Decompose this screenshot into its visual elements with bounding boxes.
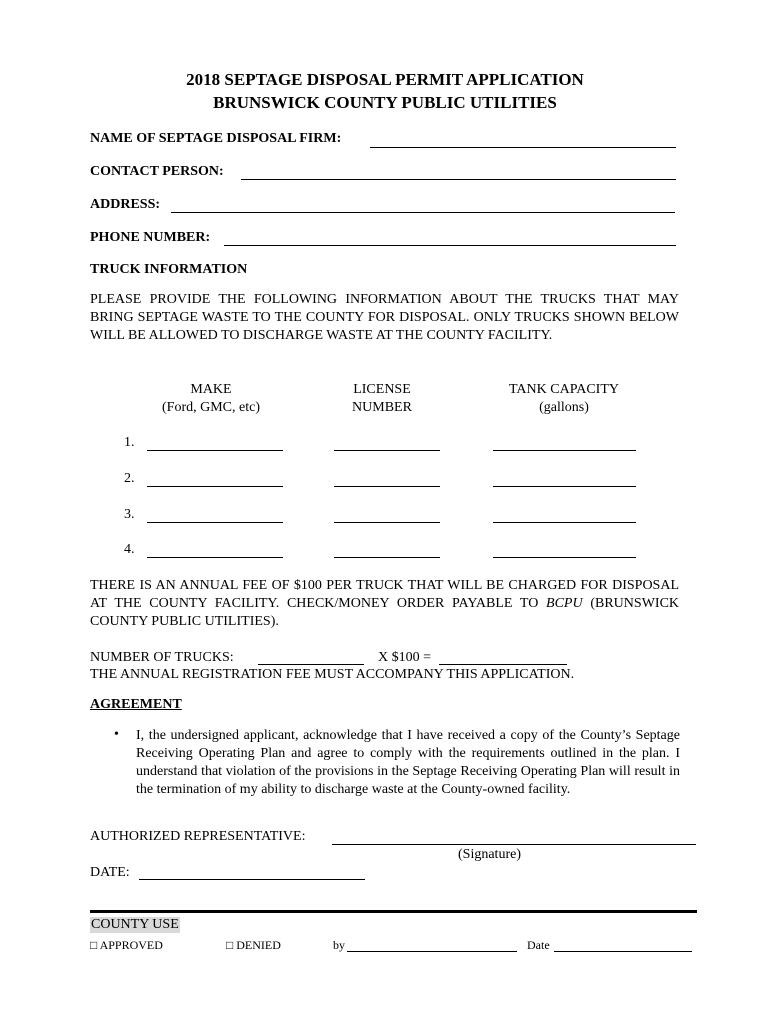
firm-name-field[interactable] <box>370 147 676 148</box>
section-divider <box>90 910 697 913</box>
payee-name: BCPU <box>546 596 583 611</box>
contact-person-field[interactable] <box>241 179 676 180</box>
approver-field[interactable] <box>347 951 517 952</box>
denied-checkbox[interactable]: □ DENIED <box>226 938 281 952</box>
contact-person-label: CONTACT PERSON: <box>90 164 224 179</box>
date-label: DATE: <box>90 865 130 880</box>
truck-make-field[interactable] <box>147 522 283 523</box>
number-of-trucks-field[interactable] <box>258 664 364 665</box>
agreement-bullet: • <box>114 727 119 742</box>
phone-number-field[interactable] <box>224 245 676 246</box>
column-header-make: MAKE (Ford, GMC, etc) <box>162 382 260 415</box>
approved-checkbox[interactable]: □ APPROVED <box>90 938 163 952</box>
form-title-line1: 2018 SEPTAGE DISPOSAL PERMIT APPLICATION <box>186 70 584 89</box>
truck-make-field[interactable] <box>147 486 283 487</box>
phone-number-label: PHONE NUMBER: <box>90 230 211 245</box>
truck-row-number: 3. <box>124 507 135 522</box>
county-date-label: Date <box>527 938 550 952</box>
county-date-field[interactable] <box>554 951 692 952</box>
address-field[interactable] <box>171 212 675 213</box>
fee-total-field[interactable] <box>439 664 567 665</box>
fee-multiplier: X $100 = <box>378 650 432 665</box>
address-label: ADDRESS: <box>90 197 161 212</box>
fee-must-accompany: THE ANNUAL REGISTRATION FEE MUST ACCOMPANY THIS APPLICATION. <box>90 667 575 682</box>
truck-row-number: 4. <box>124 542 135 557</box>
authorized-rep-label: AUTHORIZED REPRESENTATIVE: <box>90 829 306 844</box>
truck-capacity-field[interactable] <box>493 450 636 451</box>
truck-make-field[interactable] <box>147 450 283 451</box>
truck-info-instructions: PLEASE PROVIDE THE FOLLOWING INFORMATION ABOUT THE TRUCKS THAT MAY BRING SEPTAGE WASTE TO THE COUNTY FOR DISPOSAL. ONLY TRUCKS SHOWN BELOW WILL BE ALLOWED TO DISCHARGE WASTE AT THE COUNTY FACILITY. <box>90 292 679 343</box>
truck-license-field[interactable] <box>334 557 440 558</box>
truck-row-number: 1. <box>124 435 135 450</box>
by-label: by <box>333 938 345 952</box>
truck-capacity-field[interactable] <box>493 522 636 523</box>
truck-info-heading: TRUCK INFORMATION <box>90 262 248 277</box>
number-of-trucks-label: NUMBER OF TRUCKS: <box>90 650 234 665</box>
column-header-license: LICENSE NUMBER <box>352 382 412 415</box>
truck-capacity-field[interactable] <box>493 557 636 558</box>
truck-license-field[interactable] <box>334 486 440 487</box>
column-header-tank-capacity: TANK CAPACITY (gallons) <box>509 382 619 415</box>
signature-field[interactable] <box>332 844 696 845</box>
agreement-text: I, the undersigned applicant, acknowledge that I have received a copy of the County’s Septage Receiving Operating Plan and agree to comply with the requirements outlined in the plan. I understand that violation of the provisions in the Septage Receiving Operating Plan will result in the termination of my ability to discharge waste at the County-owned facility. <box>136 728 680 797</box>
truck-capacity-field[interactable] <box>493 486 636 487</box>
truck-license-field[interactable] <box>334 522 440 523</box>
firm-name-label: NAME OF SEPTAGE DISPOSAL FIRM: <box>90 131 342 146</box>
county-use-heading: COUNTY USE <box>91 917 179 932</box>
fee-notice: THERE IS AN ANNUAL FEE OF $100 PER TRUCK THAT WILL BE CHARGED FOR DISPOSAL AT THE COUNTY FACILITY. CHECK/MONEY ORDER PAYABLE TO BCPU (BRUNSWICK COUNTY PUBLIC UTILITIES). <box>90 578 680 629</box>
form-title-line2: BRUNSWICK COUNTY PUBLIC UTILITIES <box>213 93 557 112</box>
truck-row-number: 2. <box>124 471 135 486</box>
signature-caption: (Signature) <box>458 847 521 862</box>
truck-license-field[interactable] <box>334 450 440 451</box>
date-field[interactable] <box>139 879 365 880</box>
truck-make-field[interactable] <box>147 557 283 558</box>
agreement-heading: AGREEMENT <box>90 697 182 712</box>
